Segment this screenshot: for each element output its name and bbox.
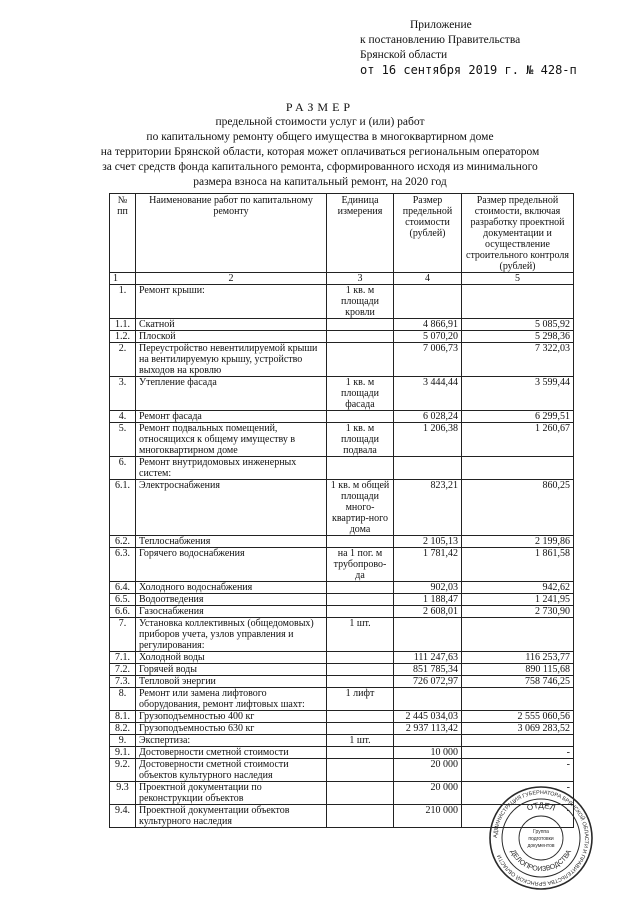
seal-center-1: Группа xyxy=(533,829,549,835)
seal-ring-text: АДМИНИСТРАЦИЯ ГУБЕРНАТОРА БРЯНСКОЙ ОБЛАСТИ И ПРАВИТЕЛЬСТВА БРЯНСКОЙ ОБЛАСТИ xyxy=(492,789,590,887)
row-work-name: Горячей воды xyxy=(136,664,327,676)
row-work-name: Ремонт подвальных помещений, относящихся к общему имуществу в многоквартирном доме xyxy=(136,423,327,457)
row-work-name: Грузоподъемностью 630 кг xyxy=(136,723,327,735)
table-row xyxy=(110,688,574,711)
row-work-name: Проектной документации по реконструкции объектов xyxy=(136,782,327,805)
row-number: 6.4. xyxy=(110,582,136,594)
col-number: 3 xyxy=(327,273,394,285)
row-unit xyxy=(327,606,394,618)
row-max-cost: 111 247,63 xyxy=(394,652,462,664)
col-number: 5 xyxy=(462,273,574,285)
row-max-cost: 823,21 xyxy=(394,480,462,536)
row-max-cost: 2 445 034,03 xyxy=(394,711,462,723)
table-row xyxy=(110,411,574,423)
row-unit xyxy=(327,319,394,331)
row-unit: 1 кв. м площади фасада xyxy=(327,377,394,411)
row-max-cost xyxy=(394,735,462,747)
table-row xyxy=(110,582,574,594)
table-row xyxy=(110,606,574,618)
table-row xyxy=(110,480,574,536)
row-max-cost-incl: 3 069 283,52 xyxy=(462,723,574,735)
row-unit: 1 лифт xyxy=(327,688,394,711)
row-max-cost-incl: - xyxy=(462,782,574,805)
seal-center-2: подготовки xyxy=(528,836,554,842)
row-work-name: Теплоснабжения xyxy=(136,536,327,548)
row-work-name: Ремонт фасада xyxy=(136,411,327,423)
seal-inner-bottom: ДЕЛОПРОИЗВОДСТВА xyxy=(508,848,574,874)
row-work-name: Холодного водоснабжения xyxy=(136,582,327,594)
row-max-cost-incl: 758 746,25 xyxy=(462,676,574,688)
row-max-cost: 5 070,20 xyxy=(394,331,462,343)
row-max-cost-incl: 942,62 xyxy=(462,582,574,594)
row-max-cost: 1 206,38 xyxy=(394,423,462,457)
row-work-name: Утепление фасада xyxy=(136,377,327,411)
row-work-name: Проектной документации объектов культурного наследия xyxy=(136,805,327,828)
cost-table xyxy=(109,193,574,828)
table-row xyxy=(110,423,574,457)
row-max-cost xyxy=(394,618,462,652)
header-unit: Единица измерения xyxy=(327,194,394,273)
row-max-cost-incl xyxy=(462,688,574,711)
title-line-5: размера взноса на капитальный ремонт, на 2020 год xyxy=(193,176,447,188)
row-max-cost xyxy=(394,688,462,711)
row-max-cost: 2 608,01 xyxy=(394,606,462,618)
table-row xyxy=(110,735,574,747)
row-max-cost: 4 866,91 xyxy=(394,319,462,331)
row-work-name: Экспертиза: xyxy=(136,735,327,747)
row-number: 9.2. xyxy=(110,759,136,782)
row-number: 1. xyxy=(110,285,136,319)
row-unit: 1 кв. м общей площади много-квартир-ного дома xyxy=(327,480,394,536)
table-row xyxy=(110,723,574,735)
row-number: 6.1. xyxy=(110,480,136,536)
row-number: 8. xyxy=(110,688,136,711)
row-max-cost: 2 105,13 xyxy=(394,536,462,548)
row-unit xyxy=(327,594,394,606)
table-row xyxy=(110,331,574,343)
row-number: 6. xyxy=(110,457,136,480)
row-number: 2. xyxy=(110,343,136,377)
row-max-cost xyxy=(394,457,462,480)
row-number: 1.2. xyxy=(110,331,136,343)
row-max-cost-incl: 860,25 xyxy=(462,480,574,536)
row-work-name: Электроснабжения xyxy=(136,480,327,536)
title-line-1: предельной стоимости услуг и (или) работ xyxy=(215,116,425,128)
row-max-cost-incl: 5 298,36 xyxy=(462,331,574,343)
appendix-line-2: к постановлению Правительства xyxy=(360,34,521,46)
row-number: 7.2. xyxy=(110,664,136,676)
appendix-line-3: Брянской области xyxy=(360,49,448,61)
table-row xyxy=(110,759,574,782)
row-max-cost-incl: - xyxy=(462,759,574,782)
title-line-2: по капитальному ремонту общего имущества в многоквартирном доме xyxy=(146,131,494,143)
row-unit xyxy=(327,805,394,828)
row-max-cost: 7 006,73 xyxy=(394,343,462,377)
row-unit xyxy=(327,343,394,377)
row-number: 7.3. xyxy=(110,676,136,688)
row-work-name: Скатной xyxy=(136,319,327,331)
row-max-cost: 1 188,47 xyxy=(394,594,462,606)
table-row xyxy=(110,343,574,377)
row-number: 9.3 xyxy=(110,782,136,805)
table-header-row xyxy=(110,194,574,273)
title-heading: РАЗМЕР xyxy=(285,100,355,114)
row-max-cost: 20 000 xyxy=(394,782,462,805)
seal-center-3: документов xyxy=(527,843,555,849)
row-number: 6.6. xyxy=(110,606,136,618)
row-unit xyxy=(327,664,394,676)
row-max-cost-incl: 2 199,86 xyxy=(462,536,574,548)
row-unit xyxy=(327,411,394,423)
row-max-cost: 2 937 113,42 xyxy=(394,723,462,735)
row-max-cost: 851 785,34 xyxy=(394,664,462,676)
row-unit xyxy=(327,723,394,735)
col-number: 2 xyxy=(136,273,327,285)
row-number: 9.1. xyxy=(110,747,136,759)
row-max-cost-incl xyxy=(462,735,574,747)
table-row xyxy=(110,664,574,676)
row-work-name: Тепловой энергии xyxy=(136,676,327,688)
row-unit xyxy=(327,711,394,723)
row-number: 9.4. xyxy=(110,805,136,828)
header-work-name: Наименование работ по капитальному ремонту xyxy=(136,194,327,273)
row-unit xyxy=(327,536,394,548)
row-max-cost xyxy=(394,285,462,319)
row-number: 7. xyxy=(110,618,136,652)
row-max-cost-incl: 7 322,03 xyxy=(462,343,574,377)
document-title xyxy=(0,100,640,190)
col-number: 1 xyxy=(110,273,136,285)
row-unit xyxy=(327,457,394,480)
row-unit xyxy=(327,331,394,343)
row-unit xyxy=(327,652,394,664)
row-number: 6.2. xyxy=(110,536,136,548)
row-unit: 1 шт. xyxy=(327,618,394,652)
row-number: 8.2. xyxy=(110,723,136,735)
row-work-name: Ремонт внутридомовых инженерных систем: xyxy=(136,457,327,480)
row-max-cost: 6 028,24 xyxy=(394,411,462,423)
table-row xyxy=(110,285,574,319)
row-max-cost-incl: 5 085,92 xyxy=(462,319,574,331)
row-max-cost-incl: 6 299,51 xyxy=(462,411,574,423)
row-number: 1.1. xyxy=(110,319,136,331)
official-seal xyxy=(488,785,594,891)
row-work-name: Плоской xyxy=(136,331,327,343)
table-row xyxy=(110,594,574,606)
row-number: 6.3. xyxy=(110,548,136,582)
title-line-3: на территории Брянской области, которая может оплачиваться региональным оператором xyxy=(100,146,540,158)
row-max-cost-incl: 2 730,90 xyxy=(462,606,574,618)
table-row xyxy=(110,548,574,582)
row-work-name: Ремонт крыши: xyxy=(136,285,327,319)
row-max-cost-incl xyxy=(462,457,574,480)
row-max-cost-incl: 3 599,44 xyxy=(462,377,574,411)
table-row xyxy=(110,377,574,411)
row-max-cost-incl xyxy=(462,618,574,652)
row-max-cost: 10 000 xyxy=(394,747,462,759)
row-unit xyxy=(327,676,394,688)
row-max-cost-incl: 1 260,67 xyxy=(462,423,574,457)
row-unit: 1 кв. м площади подвала xyxy=(327,423,394,457)
row-work-name: Переустройство невентилируемой крыши на вентилируемую крышу, устройство выходов на кровлю xyxy=(136,343,327,377)
row-max-cost: 210 000 xyxy=(394,805,462,828)
row-work-name: Достоверности сметной стоимости xyxy=(136,747,327,759)
row-work-name: Ремонт или замена лифтового оборудования, ремонт лифтовых шахт: xyxy=(136,688,327,711)
row-number: 4. xyxy=(110,411,136,423)
table-row xyxy=(110,676,574,688)
table-row xyxy=(110,652,574,664)
row-number: 5. xyxy=(110,423,136,457)
table-row xyxy=(110,747,574,759)
header-max-cost: Размер предельной стоимости (рублей) xyxy=(394,194,462,273)
row-unit: 1 шт. xyxy=(327,735,394,747)
table-row xyxy=(110,536,574,548)
row-max-cost: 726 072,97 xyxy=(394,676,462,688)
header-max-cost-incl: Размер предельной стоимости, включая разработку проектной документации и осуществление строительного контроля (рублей) xyxy=(462,194,574,273)
row-unit xyxy=(327,759,394,782)
row-work-name: Водоотведения xyxy=(136,594,327,606)
seal-inner-top: ОТДЕЛ xyxy=(525,800,557,813)
row-max-cost-incl: - xyxy=(462,805,574,828)
table-row xyxy=(110,711,574,723)
row-max-cost-incl: 2 555 060,56 xyxy=(462,711,574,723)
appendix-date: от 16 сентября 2019 г. № 428-п xyxy=(360,63,577,77)
row-unit xyxy=(327,747,394,759)
row-work-name: Установка коллективных (общедомовых) приборов учета, узлов управления и регулирования: xyxy=(136,618,327,652)
row-max-cost: 1 781,42 xyxy=(394,548,462,582)
row-work-name: Достоверности сметной стоимости объектов культурного наследия xyxy=(136,759,327,782)
row-unit: 1 кв. м площади кровли xyxy=(327,285,394,319)
row-number: 7.1. xyxy=(110,652,136,664)
row-max-cost: 902,03 xyxy=(394,582,462,594)
row-unit: на 1 пог. м трубопрово-да xyxy=(327,548,394,582)
row-max-cost-incl: 890 115,68 xyxy=(462,664,574,676)
row-work-name: Холодной воды xyxy=(136,652,327,664)
row-max-cost-incl: 116 253,77 xyxy=(462,652,574,664)
row-max-cost-incl: - xyxy=(462,747,574,759)
row-max-cost-incl xyxy=(462,285,574,319)
row-number: 3. xyxy=(110,377,136,411)
row-max-cost-incl: 1 861,58 xyxy=(462,548,574,582)
appendix-line-1: Приложение xyxy=(410,19,472,31)
column-numbers-row xyxy=(110,273,574,285)
row-work-name: Газоснабжения xyxy=(136,606,327,618)
header-number: № пп xyxy=(110,194,136,273)
title-line-4: за счет средств фонда капитального ремонта, сформированного исходя из минимального xyxy=(102,161,538,173)
table-row xyxy=(110,319,574,331)
row-max-cost-incl: 1 241,95 xyxy=(462,594,574,606)
table-row xyxy=(110,457,574,480)
row-work-name: Горячего водоснабжения xyxy=(136,548,327,582)
table-row xyxy=(110,618,574,652)
row-number: 8.1. xyxy=(110,711,136,723)
row-unit xyxy=(327,582,394,594)
row-max-cost: 20 000 xyxy=(394,759,462,782)
appendix-block xyxy=(360,18,630,78)
row-work-name: Грузоподъемностью 400 кг xyxy=(136,711,327,723)
row-max-cost: 3 444,44 xyxy=(394,377,462,411)
row-number: 9. xyxy=(110,735,136,747)
col-number: 4 xyxy=(394,273,462,285)
row-number: 6.5. xyxy=(110,594,136,606)
row-unit xyxy=(327,782,394,805)
